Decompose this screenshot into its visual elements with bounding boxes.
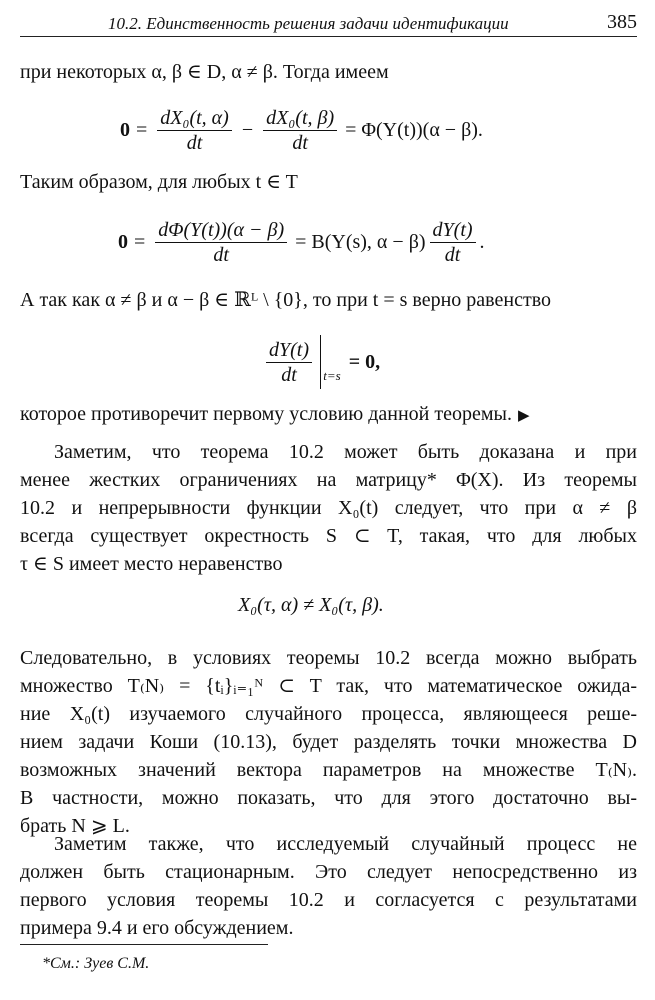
equation-4 [20,580,637,630]
paragraph-transition [20,168,637,196]
fraction-denominator: dt [186,131,203,154]
fraction-denominator: dt [281,363,297,386]
footnote-divider [20,944,268,945]
running-head: 10.2. Единственность решения задачи идентификации [108,14,509,33]
equals-sign: = [134,231,146,253]
paragraph-intro [20,58,637,86]
text-line: брать N ⩾ L. [20,815,130,837]
text-line: ние X₀(t) изучаемого случайного процесса, являющееся реше- [20,703,637,725]
text-line: должен быть стационарным. Это следует непосредственно из [20,861,637,883]
equation-middle: = B(Y(s), α − β) [295,231,426,253]
fraction-denominator: dt [444,243,461,266]
paragraph-stationarity [20,830,637,942]
fraction-denominator: dt [292,131,308,154]
fraction-numerator: dY(t) [266,338,312,363]
text-line: Заметим, что теорема 10.2 может быть доказана и при [54,441,637,463]
fraction [155,218,287,267]
fraction-numerator: dX₀(t, β) [263,106,337,131]
zero-vector: 0 [118,231,128,253]
equation-1 [20,100,637,160]
text-line: множество T₍N₎ = {tᵢ}ᵢ₌₁ᴺ ⊂ T так, что математическое ожида- [20,675,637,697]
evaluation-bar [320,335,321,389]
text-line: менее жестких ограничениях на матрицу* Φ(X). Из теоремы [20,469,637,491]
text-line: 10.2 и непрерывности функции X₀(t) следует, что при α ≠ β [20,497,637,519]
fraction [266,338,312,387]
text-line: Следовательно, в условиях теоремы 10.2 всегда можно выбрать [20,647,637,669]
footnote: *См.: Зуев С.М. [42,955,150,972]
inequality: X₀(τ, α) ≠ X₀(τ, β). [238,594,384,616]
paragraph-conclusion [20,400,637,428]
fraction-denominator: dt [213,243,229,266]
evaluation-subscript: t=s [323,368,341,383]
text-line: Заметим также, что исследуемый случайный процесс не [54,833,637,855]
text-line: примера 9.4 и его обсуждением. [20,917,294,939]
equation-3 [20,330,637,394]
fraction-numerator: dΦ(Y(t))(α − β) [155,218,287,243]
paragraph-condition [20,286,637,314]
text-line: всегда существует окрестность S ⊂ T, такая, что для любых [20,525,637,547]
equals-sign: = [136,119,148,141]
equation-2 [20,212,637,272]
equation-rhs: = Φ(Y(t))(α − β). [345,119,483,141]
text-line: А так как α ≠ β и α − β ∈ ℝᴸ \ {0}, то при t = s верно равенство [20,289,552,311]
text-line: В частности, можно показать, что для этого достаточно вы- [20,787,637,809]
minus-sign: − [241,119,254,141]
page-header [20,6,637,37]
fraction-numerator: dX₀(t, α) [157,106,232,131]
text-line: первого условия теоремы 10.2 и согласуется с результатами [20,889,637,911]
paragraph-consequence [20,644,637,840]
text-line: τ ∈ S имеет место неравенство [20,553,283,575]
text-span: которое противоречит первому условию данной теоремы. [20,403,512,425]
fraction [430,218,476,267]
period: . [479,231,485,253]
paragraph-remark [20,438,637,578]
zero-vector: 0 [120,119,130,141]
page-number: 385 [607,11,637,33]
end-of-proof-icon: ▶ [517,408,530,424]
equation-rhs: = 0, [348,351,381,373]
text-line: нием задачи Коши (10.13), будет разделять точки множества D [20,731,637,753]
fraction [157,106,232,155]
fraction-numerator: dY(t) [430,218,476,243]
text-line: возможных значений вектора параметров на множестве T₍N₎. [20,759,637,781]
text-line: при некоторых α, β ∈ D, α ≠ β. Тогда имеем [20,61,389,83]
text-line: Таким образом, для любых t ∈ T [20,171,298,193]
text-line [20,400,637,428]
fraction [263,106,337,155]
